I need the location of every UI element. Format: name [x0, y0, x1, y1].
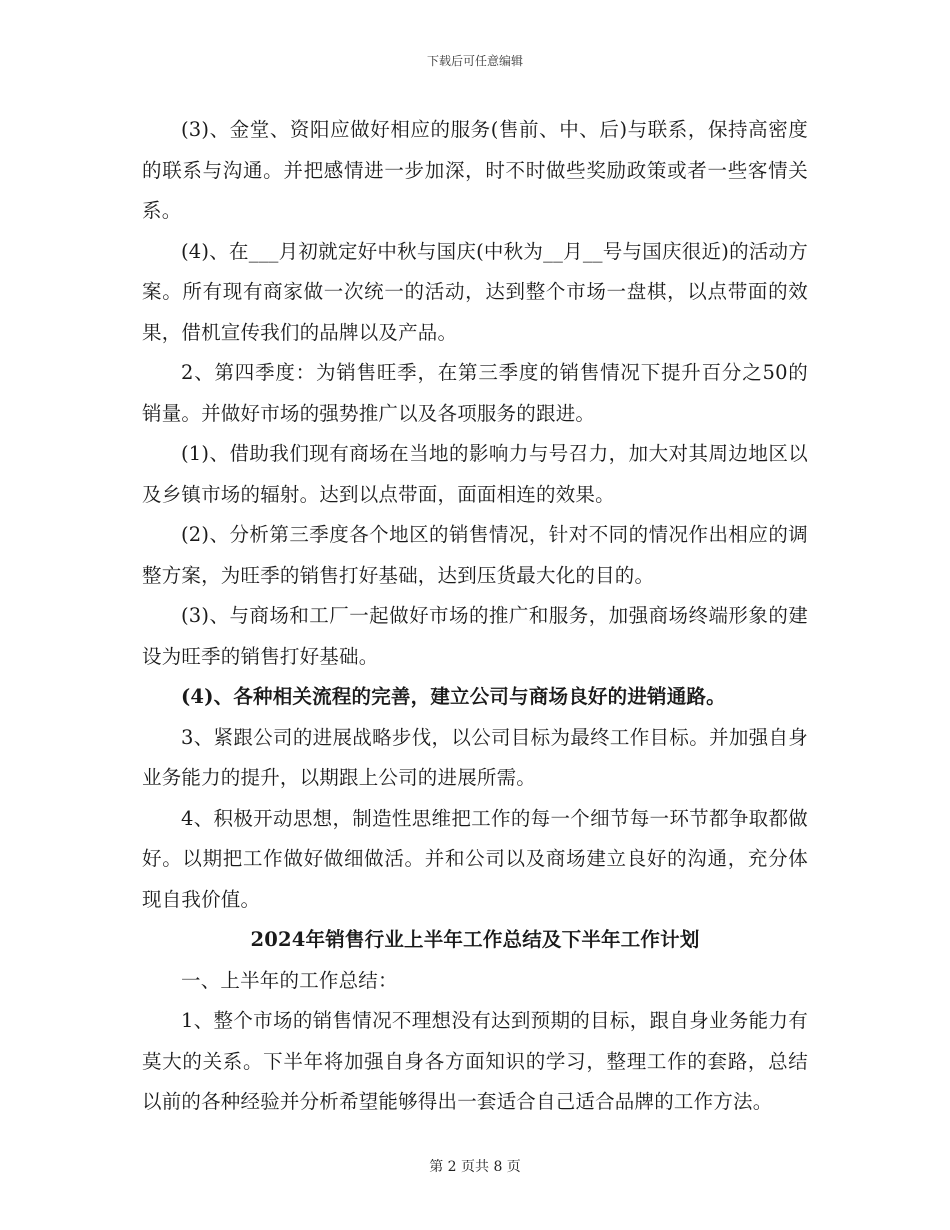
- paragraph-mid-autumn-national-day-plan: (4)、在___月初就定好中秋与国庆(中秋为__月__号与国庆很近)的活动方案。所有现有商家做一次统一的活动，达到整个市场一盘棋，以点带面的效果，借机宣传我们的品牌以及产品。: [142, 239, 808, 344]
- page-footer: 第 2 页共 8 页: [429, 1159, 521, 1175]
- section-heading-summary: 一、上半年的工作总结：: [181, 968, 398, 992]
- paragraph-promotion-service: (3)、与商场和工厂一起做好市场的推广和服务，加强商场终端形象的建设为旺季的销售打好基础。: [142, 604, 808, 668]
- page-header: 下载后可任意编辑: [426, 54, 523, 68]
- section-title: 2024年销售行业上半年工作总结及下半年工作计划: [250, 928, 700, 951]
- document-body: [142, 110, 808, 1123]
- paragraph-process-improvement: (4)、各种相关流程的完善，建立公司与商场良好的进销通路。: [181, 685, 726, 708]
- paragraph-market-sales: 1、整个市场的销售情况不理想没有达到预期的目标，跟自身业务能力有莫大的关系。下半年将加强自身各方面知识的学习，整理工作的套路，总结以前的各种经验并分析希望能够得出一套适合自己适合品牌的工作方法。: [142, 1009, 808, 1113]
- paragraph-fourth-quarter: 2、第四季度：为销售旺季，在第三季度的销售情况下提升百分之50的销量。并做好市场的强势推广以及各项服务的跟进。: [142, 361, 808, 425]
- paragraph-third-quarter-analysis: (2)、分析第三季度各个地区的销售情况，针对不同的情况作出相应的调整方案，为旺季的销售打好基础，达到压货最大化的目的。: [142, 523, 808, 587]
- paragraph-mall-influence: (1)、借助我们现有商场在当地的影响力与号召力，加大对其周边地区以及乡镇市场的辐射。达到以点带面，面面相连的效果。: [142, 442, 808, 506]
- paragraph-service-jintang-ziyang: (3)、金堂、资阳应做好相应的服务(售前、中、后)与联系，保持高密度的联系与沟通。并把感情进一步加深，时不时做些奖励政策或者一些客情关系。: [142, 118, 808, 222]
- paragraph-follow-strategy: 3、紧跟公司的进展战略步伐，以公司目标为最终工作目标。并加强自身业务能力的提升，以期跟上公司的进展所需。: [142, 725, 808, 789]
- paragraph-creative-thinking: 4、积极开动思想，制造性思维把工作的每一个细节每一环节都争取都做好。以期把工作做好做细做活。并和公司以及商场建立良好的沟通，充分体现自我价值。: [142, 806, 808, 911]
